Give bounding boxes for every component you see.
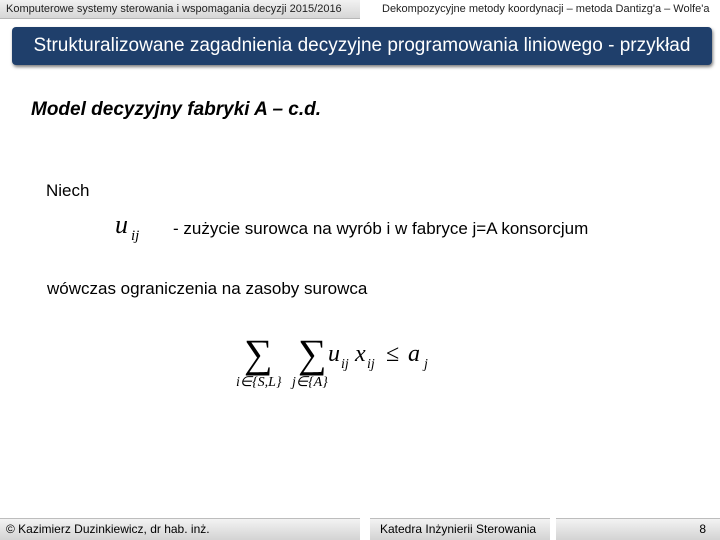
constraint-intro-text: wówczas ograniczenia na zasoby surowca <box>47 279 368 298</box>
formula-u-subscript: ij <box>341 357 349 372</box>
sum-symbol-i: ∑ <box>244 331 273 376</box>
footer-author: © Kazimierz Duzinkiewicz, dr hab. inż. <box>0 518 360 540</box>
formula-x-subscript: ij <box>367 357 375 372</box>
slide-title: Strukturalizowane zagadnienia decyzyjne programowania liniowego - przykład <box>12 27 712 65</box>
slide-subtitle: Model decyzyjny fabryki A – c.d. <box>31 99 322 120</box>
intro-text: Niech <box>46 181 90 200</box>
formula-a: a <box>408 341 420 367</box>
sum-symbol-j: ∑ <box>298 331 327 376</box>
footer-page-number: 8 <box>556 518 720 540</box>
sum-index-i: i∈{S,L} <box>236 375 282 390</box>
symbol-u: u <box>115 210 128 239</box>
symbol-description: - zużycie surowca na wyrób i w fabryce j=A konsorcjum <box>173 219 589 238</box>
header-topic: Dekompozycyjne metody koordynacji – metoda Dantizg'a – Wolfe'a <box>362 0 720 19</box>
formula-u: u <box>328 341 340 367</box>
symbol-u-subscript: ij <box>131 228 140 244</box>
formula-a-subscript: j <box>424 357 428 372</box>
footer-department: Katedra Inżynierii Sterowania <box>370 518 550 540</box>
sum-index-j: j∈{A} <box>292 375 328 390</box>
formula-x: x <box>355 341 366 367</box>
constraint-formula <box>232 330 452 400</box>
header-course-title: Komputerowe systemy sterowania i wspomagania decyzji 2015/2016 <box>0 0 360 19</box>
formula-leq: ≤ <box>386 341 400 367</box>
